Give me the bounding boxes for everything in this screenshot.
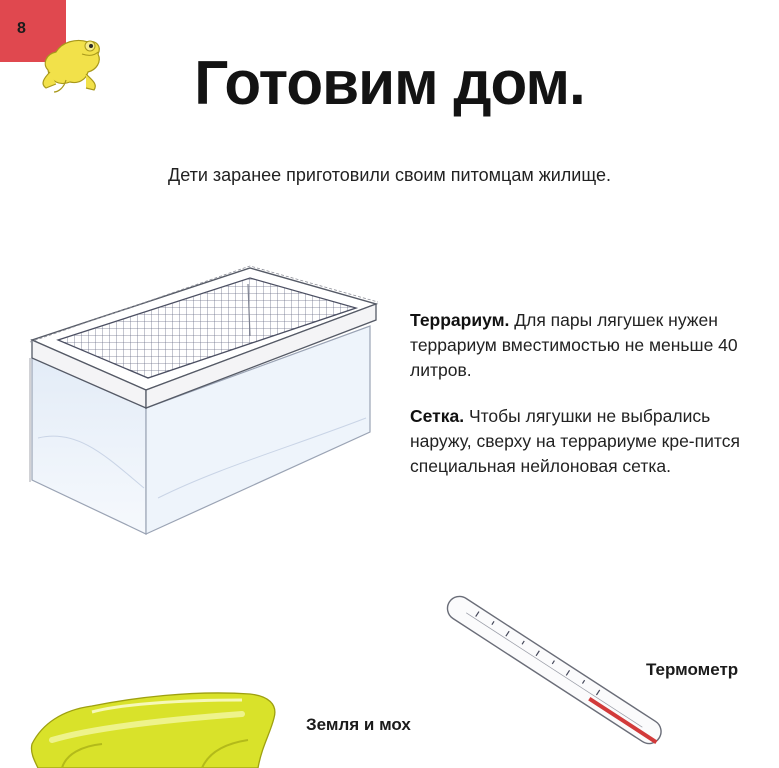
- page-number: 8: [17, 20, 26, 37]
- soil-tray-illustration: [22, 684, 284, 768]
- thermometer-label: Термометр: [646, 660, 739, 679]
- page-subtitle: Дети заранее приготовили своим питомцам жилище.: [168, 165, 611, 185]
- thermometer-illustration: [440, 592, 740, 768]
- terrarium-description: [410, 308, 775, 383]
- terrarium-term: Террариум.: [410, 310, 510, 330]
- terrarium-text: Для пары лягушек нужен террариум вместимостью не меньше 40 литров.: [410, 310, 738, 380]
- net-text: Чтобы лягушки не выбрались наружу, сверху на террариуме кре-пится специальная нейлоновая сетка.: [410, 406, 740, 476]
- soil-label: Земля и мох: [306, 715, 411, 734]
- page-title: Готовим дом.: [194, 49, 585, 118]
- net-term: Сетка.: [410, 406, 465, 426]
- net-description: [410, 404, 775, 479]
- terrarium-illustration: [18, 258, 388, 546]
